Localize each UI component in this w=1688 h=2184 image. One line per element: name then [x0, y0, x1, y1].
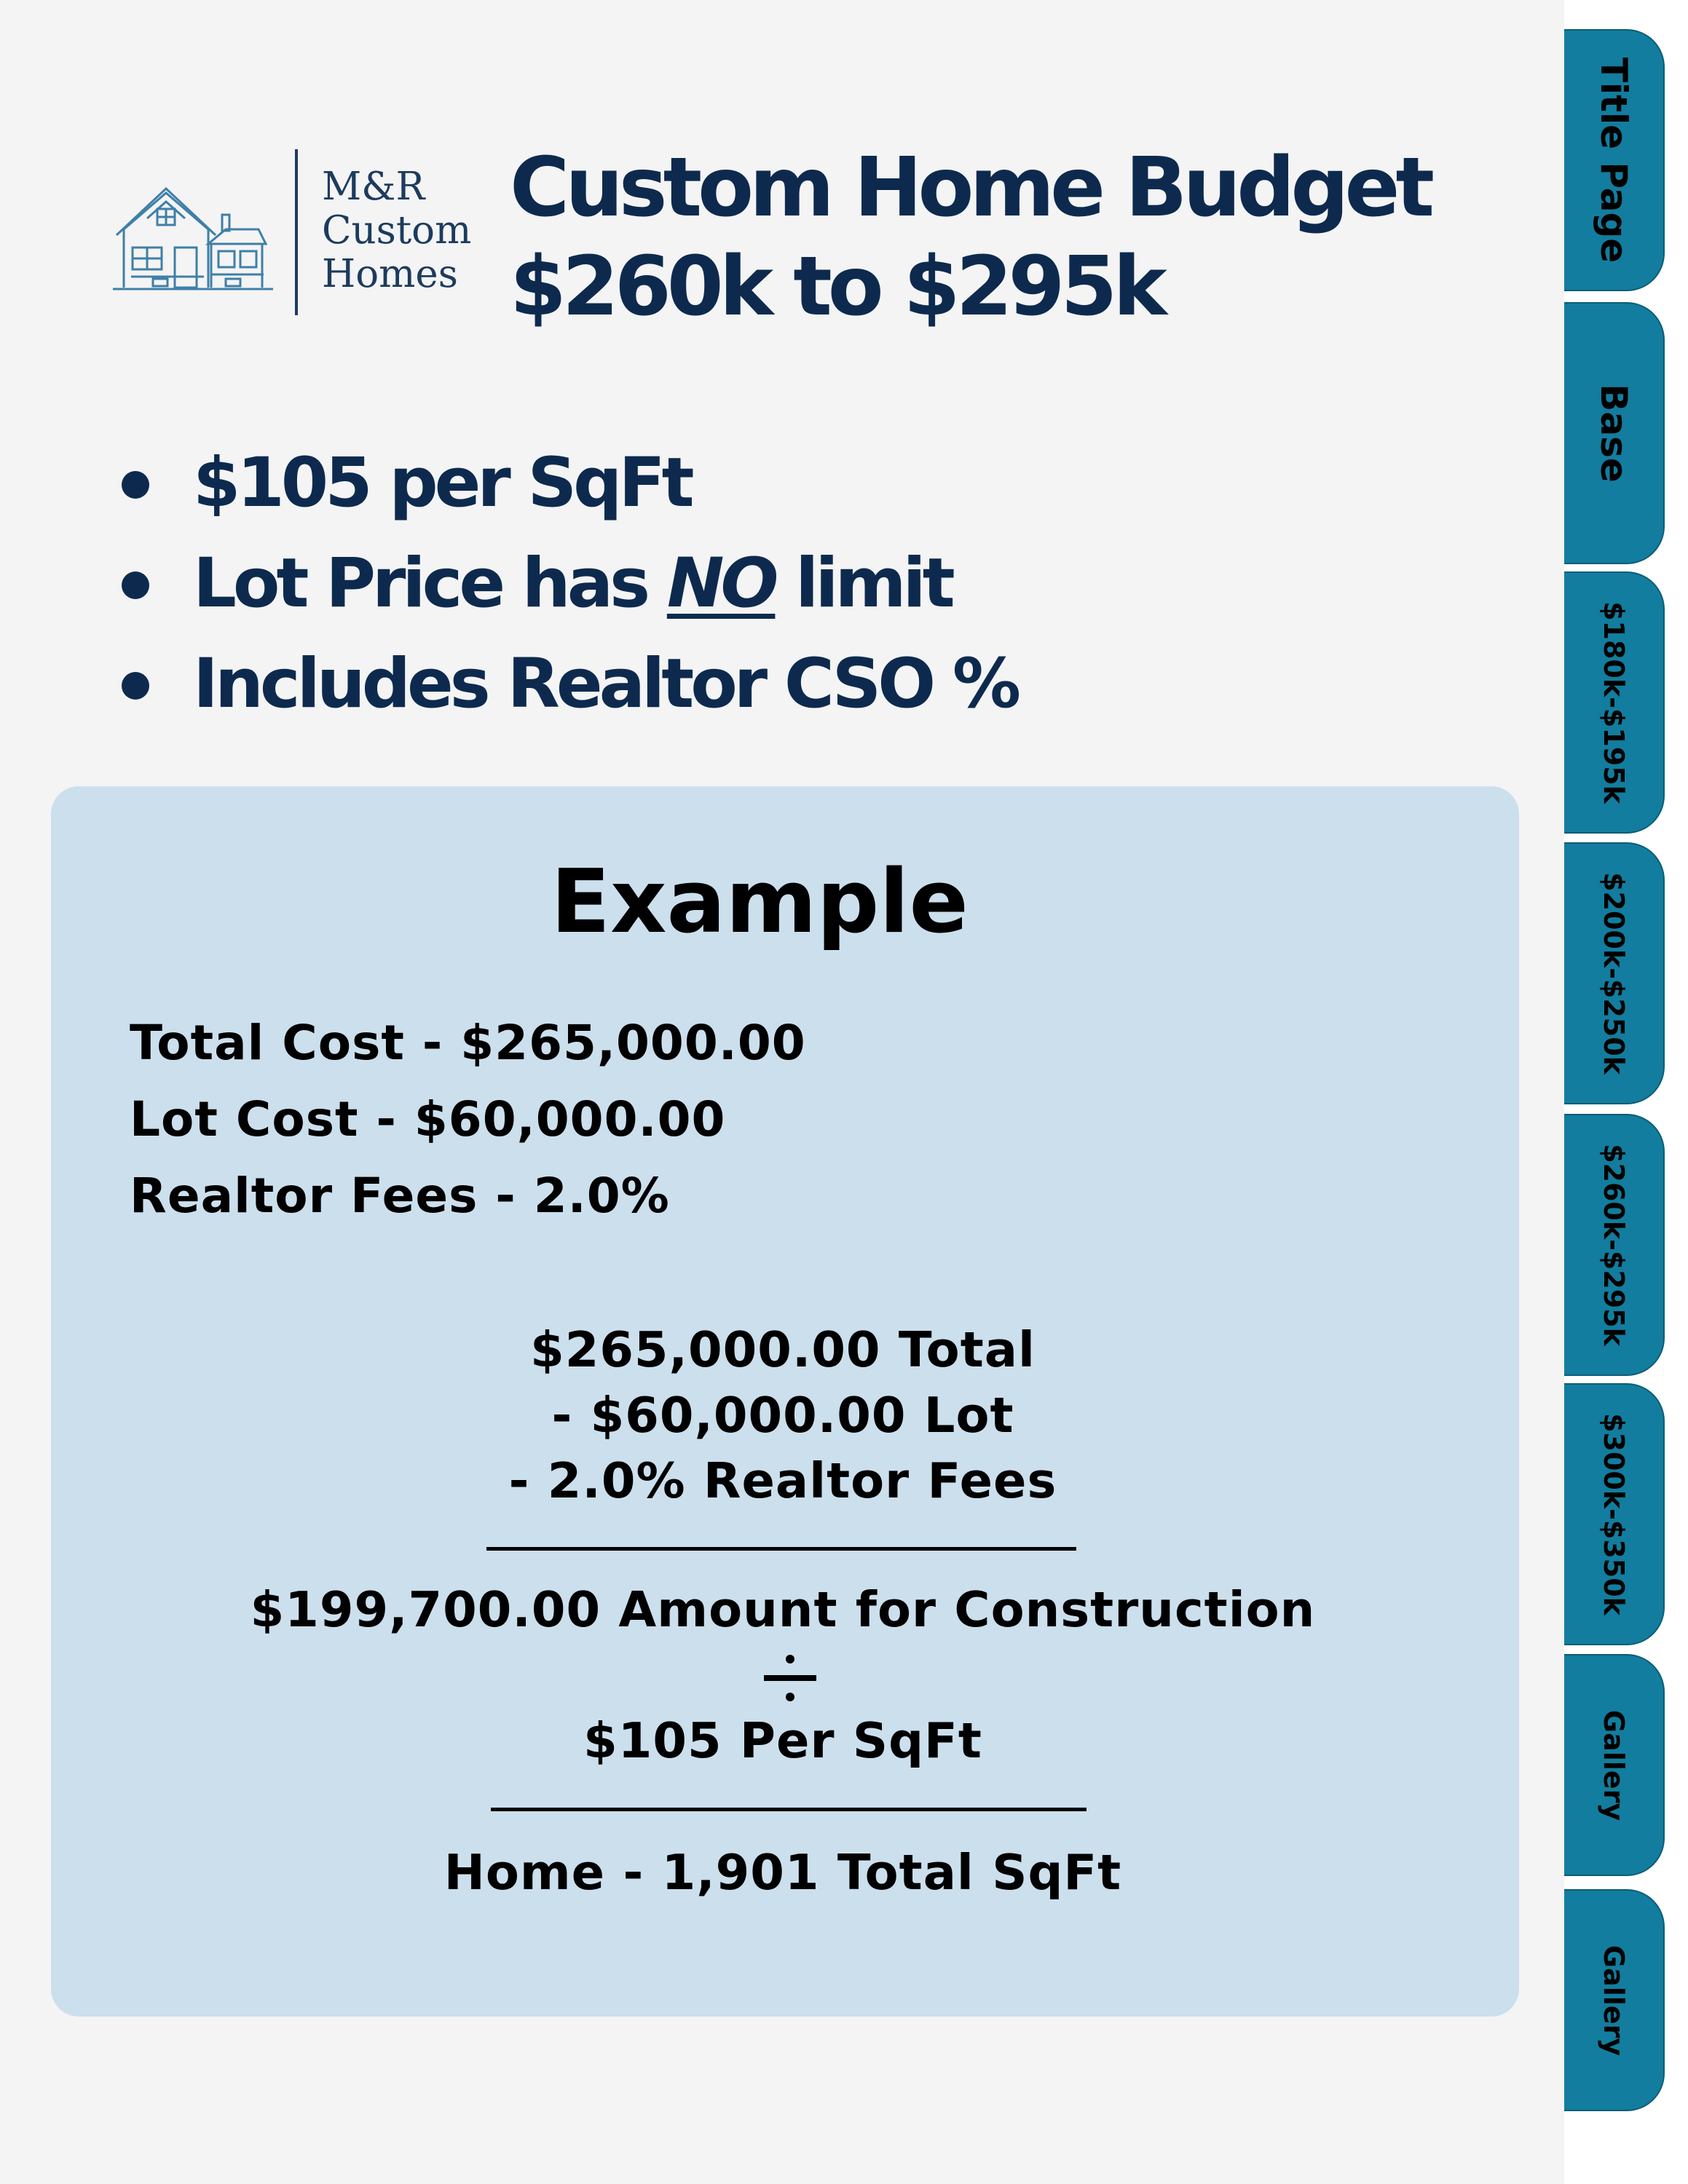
tab-200k-250k[interactable] [1564, 842, 1665, 1104]
feature-realtor-text: Includes Realtor CSO % [193, 644, 1018, 724]
feature-lot-post: limit [775, 544, 952, 623]
tab-300k-350k-label: $300k-$350k [1598, 1413, 1630, 1615]
feature-lot-emphasis: NO [666, 544, 776, 623]
tab-180k-195k[interactable] [1564, 571, 1665, 834]
calc-divider-1 [486, 1547, 1076, 1551]
house-icon [109, 178, 277, 295]
feature-list [113, 433, 1017, 735]
example-facts [130, 1005, 806, 1234]
realtor-fees: Realtor Fees - 2.0% [130, 1168, 670, 1224]
tab-title-page-label: Title Page [1593, 57, 1635, 264]
feature-price-text: $105 per SqFt [193, 443, 691, 523]
calc-realtor: - 2.0% Realtor Fees [508, 1452, 1057, 1509]
calc-lot: - $60,000.00 Lot [551, 1387, 1014, 1444]
page-title [510, 138, 1431, 336]
tab-title-page[interactable] [1564, 29, 1665, 291]
tab-gallery-2-label: Gallery [1598, 1944, 1630, 2056]
company-logo [109, 149, 488, 317]
tab-gallery-1-label: Gallery [1598, 1709, 1630, 1821]
example-title: Example [551, 852, 969, 953]
tab-260k-295k[interactable] [1564, 1114, 1665, 1376]
feature-lot-pre: Lot Price has [193, 544, 667, 623]
tab-200k-250k-label: $200k-$250k [1598, 872, 1630, 1075]
logo-wordmark [322, 165, 471, 296]
logo-line-3: Homes [322, 252, 458, 296]
logo-line-1: M&R [322, 165, 425, 209]
tab-gallery-2[interactable] [1564, 1889, 1665, 2111]
tab-base-label: Base [1593, 384, 1635, 483]
divide-icon [761, 1649, 819, 1707]
logo-divider [295, 149, 298, 315]
per-sqft: $105 Per SqFt [583, 1712, 982, 1769]
total-cost: Total Cost - $265,000.00 [130, 1015, 806, 1071]
tab-gallery-1[interactable] [1564, 1654, 1665, 1876]
tab-base[interactable] [1564, 302, 1665, 564]
feature-item-price [113, 433, 1017, 534]
title-line-2: $260k to $295k [510, 240, 1163, 334]
calc-total: $265,000.00 Total [530, 1321, 1036, 1378]
construction-amount: $199,700.00 Amount for Construction [250, 1581, 1316, 1638]
tab-180k-195k-label: $180k-$195k [1598, 601, 1630, 804]
logo-line-2: Custom [322, 208, 472, 253]
result-sqft: Home - 1,901 Total SqFt [443, 1844, 1122, 1901]
calc-divider-2 [491, 1808, 1086, 1811]
tab-300k-350k[interactable] [1564, 1383, 1665, 1645]
lot-cost: Lot Cost - $60,000.00 [130, 1091, 726, 1147]
feature-item-lot [113, 534, 1017, 634]
feature-item-realtor [113, 634, 1017, 735]
title-line-1: Custom Home Budget [510, 141, 1431, 235]
tab-260k-295k-label: $260k-$295k [1598, 1144, 1630, 1346]
